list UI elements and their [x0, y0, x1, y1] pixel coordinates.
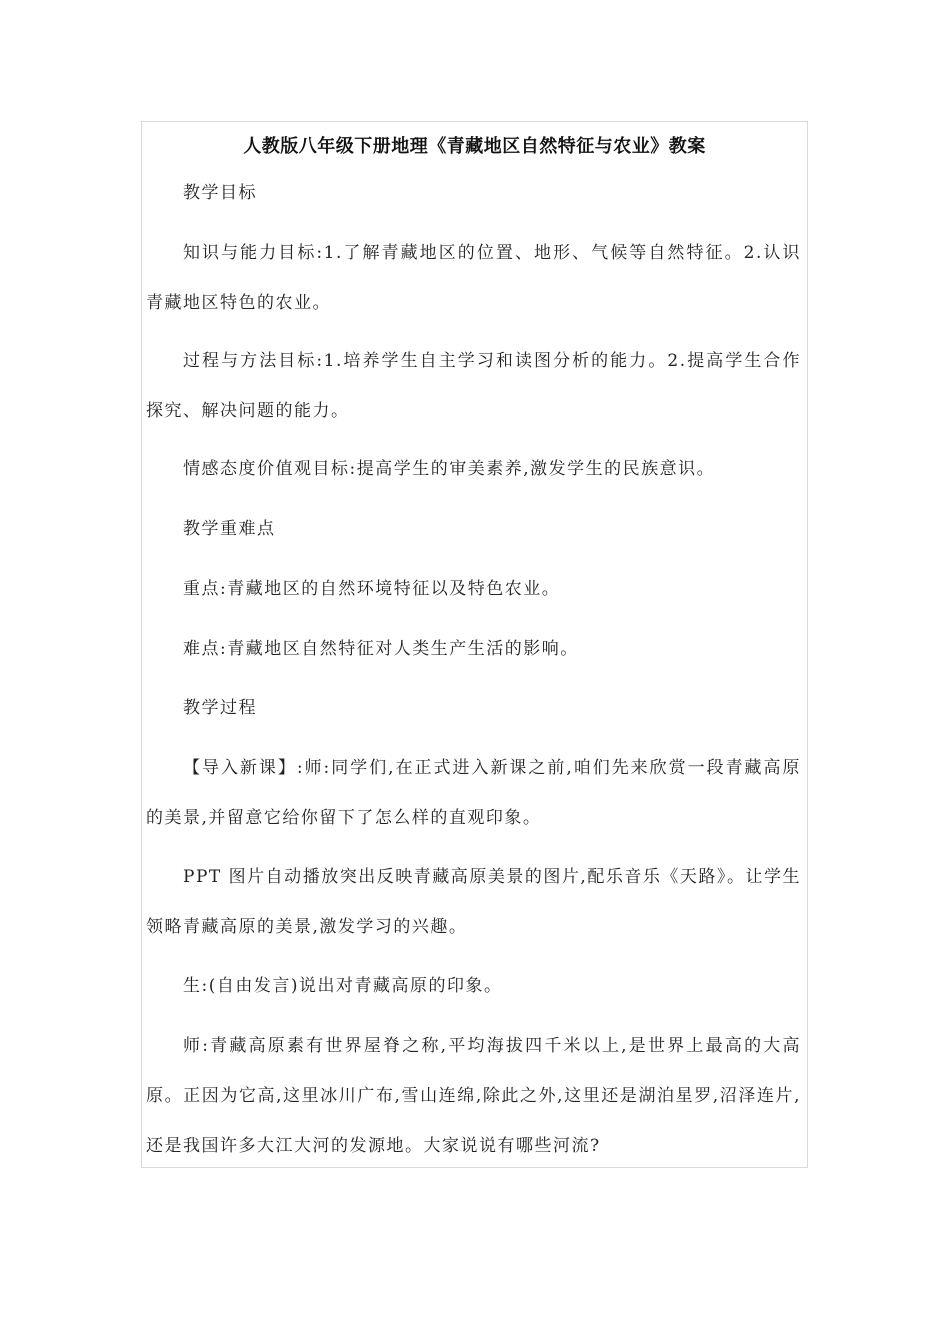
paragraph-process-goal: 过程与方法目标:1.培养学生自主学习和读图分析的能力。2.提高学生合作探究、解决问题的能力。: [146, 351, 801, 421]
heading-teaching-process: 教学过程: [183, 698, 257, 718]
paragraph-student: 生:(自由发言)说出对青藏高原的印象。: [183, 976, 503, 996]
heading-teaching-objectives: 教学目标: [183, 183, 257, 203]
paragraph-knowledge-goal: 知识与能力目标:1.了解青藏地区的位置、地形、气候等自然特征。2.认识青藏地区特色的农业。: [146, 243, 801, 313]
paragraph-emotion-goal: 情感态度价值观目标:提高学生的审美素养,激发学生的民族意识。: [183, 459, 716, 479]
heading-key-points: 教学重难点: [183, 519, 276, 539]
paragraph-ppt: PPT 图片自动播放突出反映青藏高原美景的图片,配乐音乐《天路》。让学生领略青藏高原的美景,激发学习的兴趣。: [146, 867, 801, 937]
paragraph-introduction: 【导入新课】:师:同学们,在正式进入新课之前,咱们先来欣赏一段青藏高原的美景,并留意它给你留下了怎么样的直观印象。: [146, 758, 801, 828]
paragraph-difficult-point: 难点:青藏地区自然特征对人类生产生活的影响。: [183, 639, 579, 659]
paragraph-teacher: 师:青藏高原素有世界屋脊之称,平均海拔四千米以上,是世界上最高的大高原。正因为它高,这里冰川广布,雪山连绵,除此之外,这里还是湖泊星罗,沼泽连片,还是我国许多大江大河的发源地。大家说说有哪些河流?: [146, 1036, 801, 1156]
document-title: 人教版八年级下册地理《青藏地区自然特征与农业》教案: [243, 136, 706, 157]
paragraph-key-point: 重点:青藏地区的自然环境特征以及特色农业。: [183, 579, 561, 599]
document-page: [141, 121, 808, 1168]
